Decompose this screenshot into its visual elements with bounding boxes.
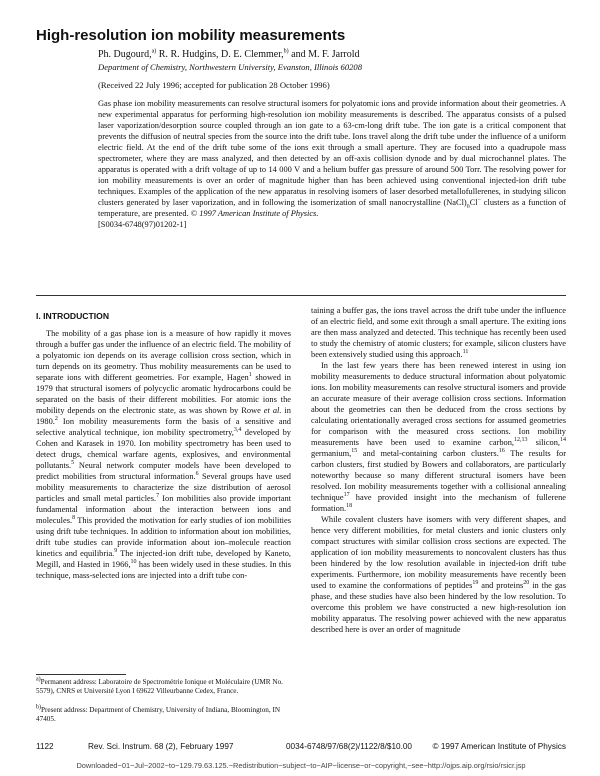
intro-paragraph-3: While covalent clusters have isomers with very different shapes, and hence very different mobilities, for metal clusters and ionic clusters only compact structures with similar collision cross sections are expected. The application of ion mobility measurements to noncovalent clusters has thus been hindered by the low resolution available in injected-ion drift tube experiments. Furthermore, ion mobility measurements have recently been used to examine the conformations of peptides$^{19}$ and proteins$^{20}$ in the gas phase, and these studies have also been hindered by the low resolution. To overcome this problem we have constructed a new high-resolution ion mobility apparatus. The resolving power achieved with the new apparatus described here is over an order of magnitude bbox=[311, 515, 566, 634]
abstract-copyright: © 1997 American Institute of Physics. bbox=[190, 209, 319, 218]
footnote-b: $^{b)}$Present address: Department of Chemistry, University of Indiana, Bloomington, IN 47405. bbox=[36, 704, 281, 723]
intro-paragraph-2: In the last few years there has been renewed interest in using ion mobility measurements to deduce structural information about polyatomic ions. Ion mobility measurements can resolve structural isomers and provide an accurate measure of their average collision cross sections. Information about the geometries can then be deduced from the cross sections by calculating orientationally averaged cross sections for assumed geometries for comparison with the measured cross sections. Ion mobility measurements have been used to examine carbon,$^{12,13}$ silicon,$^{14}$ germanium,$^{15}$ and metal-containing carbon clusters.$^{16}$ The results for carbon clusters, first studied by Bowers and collaborators, are particularly noteworthy because so many different structural isomers have been resolved. Ion mobility measurements together with a collisional annealing technique$^{17}$ have provided insight into the mechanism of fullerene formation.$^{18}$ bbox=[311, 361, 567, 513]
author-list: Ph. Dugourd,$^{a)}$ R. R. Hudgins, D. E. Clemmer,$^{b)}$ and M. F. Jarrold bbox=[98, 48, 360, 60]
intro-paragraph-1: The mobility of a gas phase ion is a measure of how rapidly it moves through a buffer gas under the influence of an electric field. The mobility of a polyatomic ion depends on its average collision cross section, which in turn depends on its geometry. Thus mobility measurements can be used to separate ions with different geometries. For example, Hagen$^1$ showed in 1979 that structural isomers of polycyclic aromatic hydrocarbons could be separated on the basis of their different mobilities. For atomic ions the mobility depends on the electronic state, as was shown by Rowe et al. in 1980.$^2$ Ion mobility measurements form the basis of a sensitive and selective analytical technique, ion mobility spectrometry,$^{3,4}$ developed by Cohen and Karasek in 1970. Ion mobility spectrometry has been used to detect drugs, chemical warfare agents, explosives, and environmental pollutants.$^5$ Neural network computer models have been developed to predict mobilities from structural information.$^6$ Several groups have used mobility measurements to characterize the size distribution of aerosol particles and small metal particles.$^7$ Ion mobilities also provide important fundamental information about the interaction between ions and molecules.$^8$ This provided the motivation for early studies of ion mobilities using drift tube techniques. In addition to information about ion mobilities, drift tube studies can provide information about ion–molecule reaction kinetics and equilibria.$^9$ The injected-ion drift tube, developed by Kaneto, Megill, and Hasted in 1966,10 has been widely used in these studies. In this technique, mass-selected ions are injected into a drift tube con- bbox=[36, 329, 291, 580]
abstract: Gas phase ion mobility measurements can resolve structural isomers for polyatomic ions and provide information about their geometries. A new experimental apparatus for performing high-resolution ion mobility measurements is described. The apparatus consists of a pulsed laser vaporization/desorption source coupled through an ion gate to a 63-cm-long drift tube. The ion gate is a critical component that prevents the diffusion of neutral species from the source into the drift tube. Ions travel along the drift tube under the influence of a uniform electric field. At the end of the drift tube some of the ions exit through a small aperture. They are focused into a quadrupole mass spectrometer, where they are mass analyzed, and then detected by an off-axis collision dynode and by dual microchannel plates. The apparatus is operated with a drift voltage of up to 14 000 V and a helium buffer gas pressure of around 500 Torr. The resolving power for ion mobility measurements is over an order of magnitude higher than has been achieved using conventional injected-ion drift tube techniques. Examples of the application of the new apparatus in resolving isomers of laser desorbed metallofullerenes, in studying silicon clusters generated by laser vaporization, and in following the isomerization of small nanocrystalline $(NaCl)_nCl^-$ clusters as a function of temperature, are presented. © 1997 American Institute of Physics. [S0034-6748(97)01202-1] bbox=[98, 99, 567, 229]
footnote-a: $^{a)}$Permanent address: Laboratoire de Spectrométrie Ionique et Moléculaire (UMR No. 5579), CNRS et Université Lyon I 69622 Villeurbanne Cedex, France. bbox=[36, 676, 283, 695]
paper-title: High-resolution ion mobility measurements bbox=[36, 27, 346, 44]
right-column bbox=[311, 305, 566, 635]
section-heading: I. INTRODUCTION bbox=[36, 311, 110, 321]
footer-copyright: © 1997 American Institute of Physics bbox=[432, 742, 566, 751]
intro-paragraph-cont: taining a buffer gas, the ions travel across the drift tube under the influence of an electric field, and some exit through a small aperture. The exiting ions are then mass analyzed and detected. This technique has recently been used to study the chemistry of atomic clusters; for example, silicon clusters have been extensively studied using this approach.$^{11}$ bbox=[311, 306, 566, 359]
footnote-divider bbox=[36, 674, 126, 675]
article-code: 0034-6748/97/68(2)/1122/8/$10.00 bbox=[286, 742, 412, 751]
download-notice: Downloaded−01−Jul−2002−to−129.79.63.125.−Redistribution−subject−to−AIP−license−or−copyright,−see−http://ojps.aip.org/rsio/rsicr.jsp bbox=[76, 761, 526, 770]
affiliation: Department of Chemistry, Northwestern University, Evanston, Illinois 60208 bbox=[98, 62, 363, 72]
left-column bbox=[36, 328, 291, 581]
abstract-code: [S0034-6748(97)01202-1] bbox=[98, 220, 187, 229]
received-date: (Received 22 July 1996; accepted for publication 28 October 1996) bbox=[98, 80, 330, 90]
header-divider bbox=[36, 295, 566, 296]
page-number: 1122 bbox=[36, 742, 54, 751]
journal-citation: Rev. Sci. Instrum. 68 (2), February 1997 bbox=[88, 742, 234, 751]
